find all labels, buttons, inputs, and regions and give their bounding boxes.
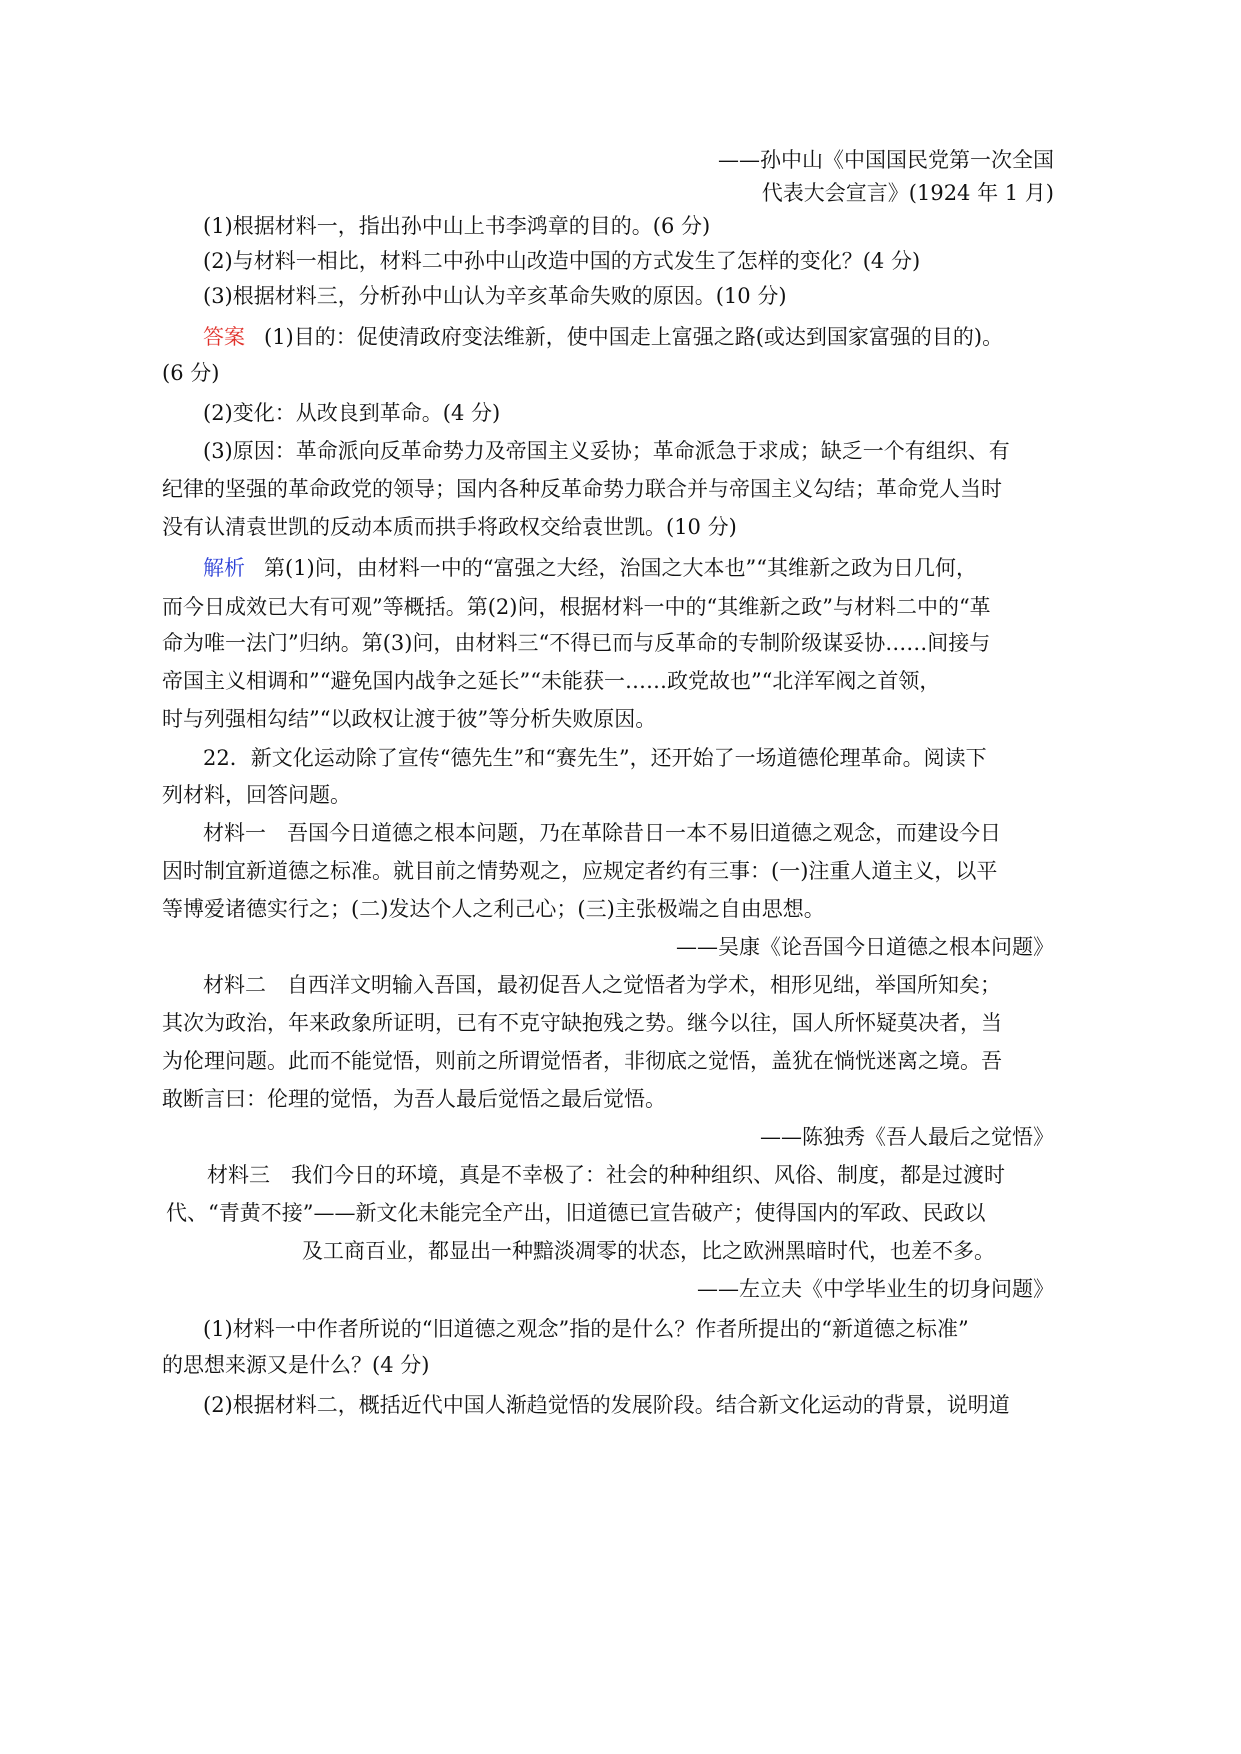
answer-1-line-2: (6 分) <box>162 361 220 385</box>
answer-1-line-1: (1)目的：促使清政府变法维新，使中国走上富强之路(或达到国家富强的目的)。 <box>264 325 1004 349</box>
material-2-line-2: 其次为政治，年来政象所证明，已有不克守缺抱残之势。继今以往，国人所怀疑莫决者，当 <box>162 1011 1002 1035</box>
material-1-source: ——吴康《论吾国今日道德之根本问题》 <box>676 935 1054 959</box>
material-2-line-4: 敢断言曰：伦理的觉悟，为吾人最后觉悟之最后觉悟。 <box>162 1087 666 1111</box>
answer-3-line-2: 纪律的坚强的革命政党的领导；国内各种反革命势力联合并与帝国主义勾结；革命党人当时 <box>162 477 1002 501</box>
analysis-line-1: 第(1)问，由材料一中的“富强之大经，治国之大本也”“其维新之政为日几何， <box>264 556 977 580</box>
answer-label: 答案 <box>203 325 245 349</box>
material-3-source: ——左立夫《中学毕业生的切身问题》 <box>697 1277 1054 1301</box>
sub-question-1-line-2: 的思想来源又是什么？(4 分) <box>162 1353 430 1377</box>
material-3-line-3: 及工商百业，都显出一种黯淡凋零的状态，比之欧洲黑暗时代，也差不多。 <box>302 1239 995 1263</box>
material-2-line-3: 为伦理问题。此而不能觉悟，则前之所谓觉悟者，非彻底之觉悟，盖犹在惝恍迷离之境。吾 <box>162 1049 1002 1073</box>
material-2-source: ——陈独秀《吾人最后之觉悟》 <box>760 1125 1054 1149</box>
material-1-line-2: 因时制宜新道德之标准。就目前之情势观之，应规定者约有三事：(一)注重人道主义，以平 <box>162 859 998 883</box>
source-attribution-line-1: ——孙中山《中国国民党第一次全国 <box>718 148 1054 172</box>
answer-3-line-3: 没有认清袁世凯的反动本质而拱手将政权交给袁世凯。(10 分) <box>162 515 737 539</box>
source-attribution-line-2: 代表大会宣言》(1924 年 1 月) <box>761 181 1054 205</box>
analysis-line-4: 帝国主义相调和”“避免国内战争之延长”“未能获一……政党故也”“北洋军阀之首领， <box>162 669 941 693</box>
analysis-label: 解析 <box>203 556 245 580</box>
material-1-line-3: 等博爱诸德实行之；(二)发达个人之利己心；(三)主张极端之自由思想。 <box>162 897 825 921</box>
analysis-line-3: 命为唯一法门”归纳。第(3)问，由材料三“不得已而与反革命的专制阶级谋妥协……间接与 <box>162 631 991 655</box>
material-3-line-1: 材料三 我们今日的环境，真是不幸极了：社会的种种组织、风俗、制度，都是过渡时 <box>207 1163 1005 1187</box>
question-1: (1)根据材料一，指出孙中山上书李鸿章的目的。(6 分) <box>203 214 711 238</box>
material-3-line-2: 代、“青黄不接”——新文化未能完全产出，旧道德已宣告破产；使得国内的军政、民政以 <box>166 1201 986 1225</box>
answer-3-line-1: (3)原因：革命派向反革命势力及帝国主义妥协；革命派急于求成；缺乏一个有组织、有 <box>203 439 1010 463</box>
sub-question-1-line-1: (1)材料一中作者所说的“旧道德之观念”指的是什么？作者所提出的“新道德之标准” <box>203 1317 969 1341</box>
material-1-line-1: 材料一 吾国今日道德之根本问题，乃在革除昔日一本不易旧道德之观念，而建设今日 <box>203 821 1001 845</box>
question-22-line-2: 列材料，回答问题。 <box>162 783 351 807</box>
answer-2: (2)变化：从改良到革命。(4 分) <box>203 401 501 425</box>
analysis-line-5: 时与列强相勾结”“以政权让渡于彼”等分析失败原因。 <box>162 707 657 731</box>
question-2: (2)与材料一相比，材料二中孙中山改造中国的方式发生了怎样的变化？(4 分) <box>203 249 921 273</box>
sub-question-2-line-1: (2)根据材料二，概括近代中国人渐趋觉悟的发展阶段。结合新文化运动的背景，说明道 <box>203 1393 1010 1417</box>
question-3: (3)根据材料三，分析孙中山认为辛亥革命失败的原因。(10 分) <box>203 284 787 308</box>
material-2-line-1: 材料二 自西洋文明输入吾国，最初促吾人之觉悟者为学术，相形见绌，举国所知矣； <box>203 973 1001 997</box>
question-22-line-1: 22．新文化运动除了宣传“德先生”和“赛先生”，还开始了一场道德伦理革命。阅读下 <box>203 746 987 770</box>
analysis-line-2: 而今日成效已大有可观”等概括。第(2)问，根据材料一中的“其维新之政”与材料二中的“革 <box>162 595 991 619</box>
